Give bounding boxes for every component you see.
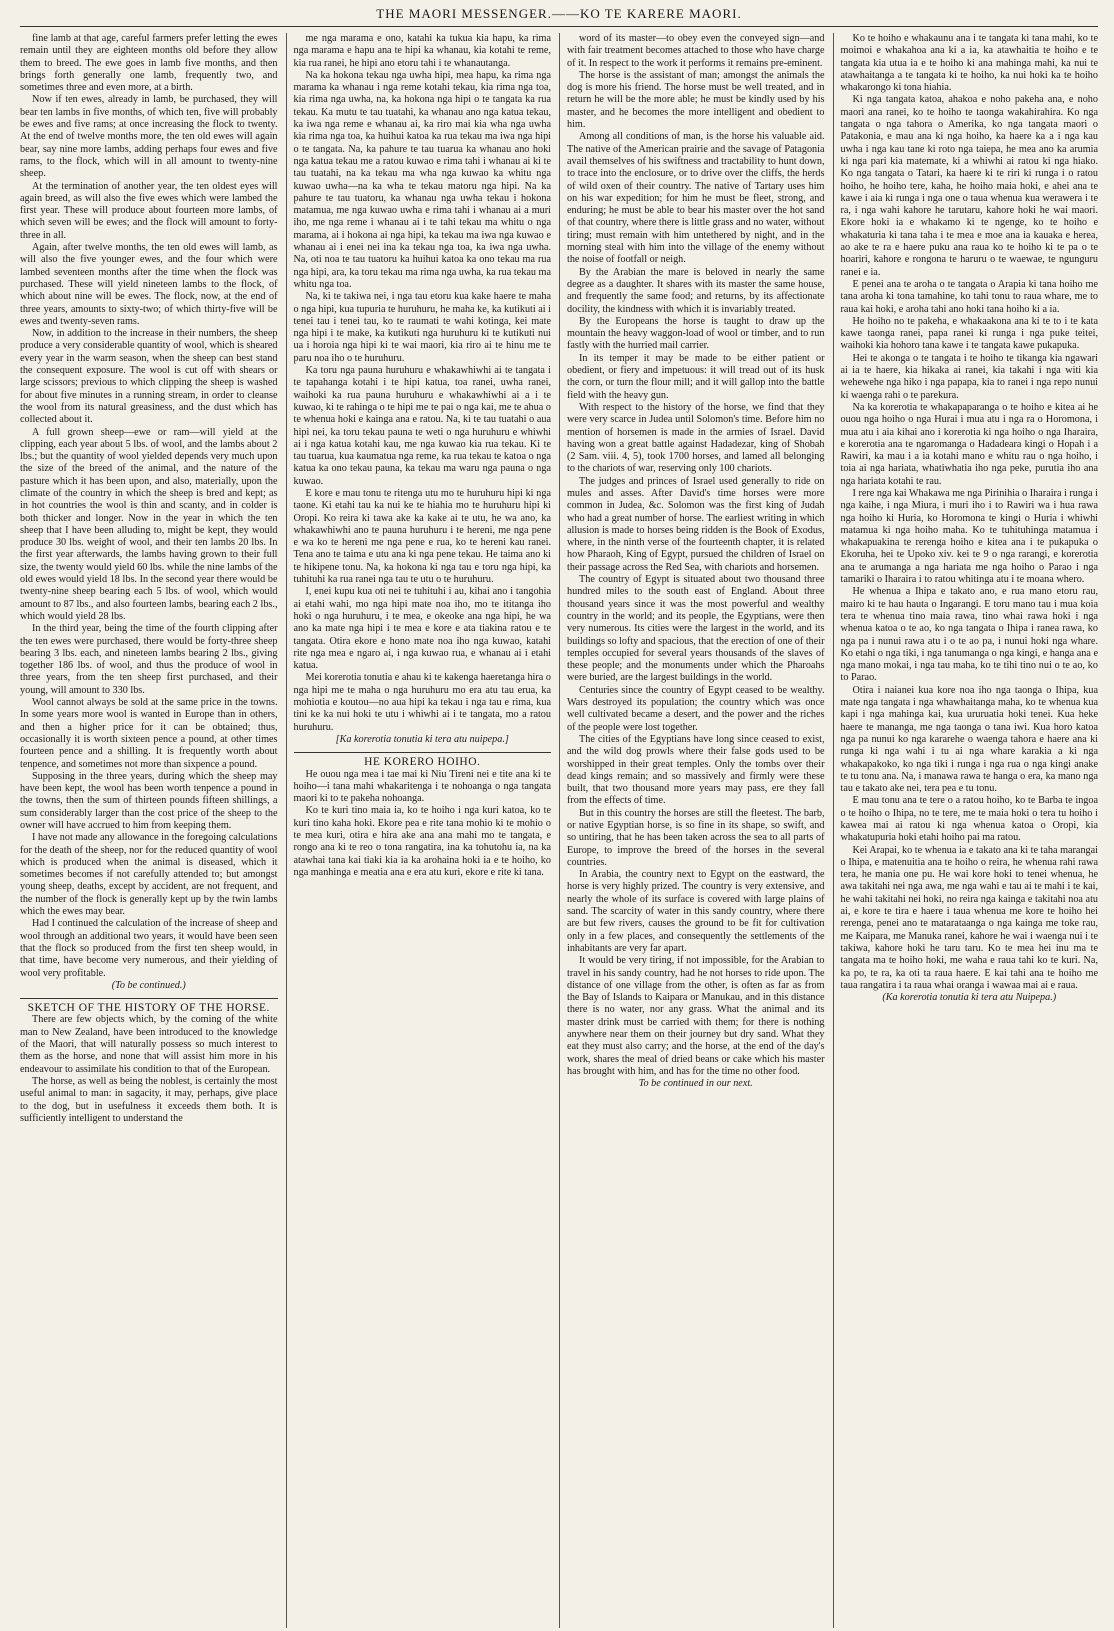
paragraph: E penei ana te aroha o te tangata o Arapia ki tana hoiho me tana aroha ki tona tamahine, ko tahi tonu to raua whare, me to raua kai hoki, e aroha tahi ano hoki tana hoiho ki a ia. (840, 278, 1098, 315)
sheep-article (20, 33, 278, 980)
paragraph: fine lamb at that age, careful farmers prefer letting the ewes remain until they are eighteen months old before they allow them to breed. The ewe goes in lamb five months, and then brings forth generally one lamb, frequently two, and sometimes three and even more, at a birth. (20, 33, 278, 94)
paragraph: Among all conditions of man, is the horse his valuable aid. The native of the American prairie and the savage of Patagonia avail themselves of his swiftness and tractability to hunt down, to trace into the enclosure, or to drive over the cliffs, the herds of wild oxen of their country. The native of Tartary uses him on his war expedition; for him he must be fleet, strong, and enduring; he must be able to bear his master over the hot sand of that country, where there is little grass and no water, without tiring; must remain with him untethered by night, and in the morning steal with him into the village of the enemy without the noise of footfall or neigh. (567, 131, 825, 266)
paragraph: Ko te kuri tino maia ia, ko te hoiho i nga kuri katoa, ko te kuri tino kaha hoki. Ekore pea e rite tana mohio ki te mohio o te mea kuri, otira e hira ake ana ana mahi mo te tangata, e rongo ana ki te reo o tona rangatira, ina ka tohutohu ia, na ka atawhai tana kai tiaki kia ia ka arohaina hoki ia e te hoiho, ko nga manhinga e meatia ana e era atu kuri, ekore e rite ki tana. (293, 805, 551, 878)
paragraph: The judges and princes of Israel used generally to ride on mules and asses. After David's time horses were more common in Judea, &c. Solomon was the first king of Judah who had a great number of horse. The earliest writing in which allusion is made to horses being ridden is the Book of Exodus, where, in the ninth verse of the fourteenth chapter, it is related how Pharaoh, King of Egypt, pursued the children of Israel on their passage across the Red Sea, with chariots and horsemen. (567, 475, 825, 573)
paragraph: He whenua a Ihipa e takato ano, e rua mano etoru rau, mairo ki te hau hauta o Ingarangi. E toru mano tau i mua koia tera te whenua tino maia rawa, tino whai rawa hoki i nga whenua katoa o te ao, ko nga tangata o Ihipa i ranea rawa, ko nga pa i nunui rawa atu i o te ao pa, i nunui hoki nga whare. Ko etahi o nga tiki, i nga tanumanga o nga kingi, e hanga ana e nga mano mokai, i nga tau maha, ko te tihi tino nui o te ao, ko to Parao. (840, 586, 1098, 684)
paragraph: Otira i naianei kua kore noa iho nga taonga o Ihipa, kua mate nga tangata i nga whawhaitanga maha, ko te whenua kua kapi i nga mahinga kai, kua ururuatia hoki tenei. Kua heke haere te mananga, me nga taonga o tana iwi. Kua horo katoa nga pa nunui ko nga kararehe o waenga tahora e haere ana ki runga ki nga wahi i tu ai nga whare karakia a ki nga whakapakoko, ko nga tiki i runga i nga rua o nga kingi anake te tu tonu ana. Na, i manawa rawa te hanga o era, ka mano nga tau e takato ake nei, tera pea e tu tonu. (840, 684, 1098, 795)
paragraph: E kore e mau tonu te ritenga utu mo te huruhuru hipi ki nga taone. Ki etahi tau ka nui ke te hiahia mo te huruhuru hipi ki Oropi. Ko reira ki tawa ake ka kake ai te utu, he wa ano, ka whakawhiwhi ano te pauna huruhuru i te hereni, me nga pene e wa ko te hereni me nga pene e rua, ko te hereni kau ranei. Tena ano te taima e utu ana ki nga pene tekau. He taima ano ki te hikipene tonu. Na, ka hokona ki nga tau e toru nga hipi, ka tuhituhi ka rua ranei nga tau te utu o te huruhuru. (293, 487, 551, 586)
continued-note: [Ka korerotia tonutia ki tera atu nuipepa.] (335, 733, 509, 745)
paragraph: word of its master—to obey even the conveyed sign—and with fair treatment becomes attached to those who have charge of it. In respect to the work it performs it remains pre-eminent. (567, 33, 825, 69)
paragraph: With respect to the history of the horse, we find that they were very scarce in Judea until Solomon's time. Before him no mention of horsemen is made in the armies of Israel. David having won a great battle against Hadadezar, king of Shobah (2 Sam. viii. 4, 5), took 1700 horses, and lamed all belonging to the chariots of war, reserving only 100 chariots. (567, 401, 825, 475)
paragraph: Wool cannot always be sold at the same price in the towns. In some years more wool is wanted in Europe than in others, and then a higher price for it can be obtained; thus, occasionally it is worth sixteen pence a pound, at other times fourteen pence and a shilling. It is frequently worth about tenpence, and sometimes not more than sixpence a pound. (20, 697, 278, 770)
paragraph: Na ka korerotia te whakapaparanga o te hoiho e kitea ai he ouou nga hoiho o nga Hurai i mua atu i nga ra o Horomona, i mua atu i aia kihai ano i korerotia ki nga hoiho o nga Iharaira, e korerotia ana te ngaromanga o Hadadeara kingi o Hopah i a Rawiri, ka mau i a ia kotahi mano e whitu rau o nga hoiho, i toia ai nga hariata, whatiwhatia iho nga peke, purutia iho ana nga hariata kotahi te rau. (840, 401, 1098, 487)
paragraph: By the Europeans the horse is taught to draw up the mountain the heavy waggon-load of wool or timber, and to run fastly with the hurried mail carrier. (567, 315, 825, 352)
paragraph: E mau tonu ana te tere o a ratou hoiho, ko te Barba te ingoa o te hoiho o Ihipa, no te tere, me te maia hoki o tera tu hoiho i kawea mai ai ratou ki nga whenua katoa o Oropi, kia whakatupuria hoki etahi hoiho pai ma ratou. (840, 795, 1098, 844)
paragraph: Kei Arapai, ko te whenua ia e takato ana ki te taha marangai o Ihipa, e matenuitia ana te hoiho o reira, he whenua rahi rawa tera, he mania one pu. He wai kore hoki to tenei whenua, he awa takitahi nei nga awa, me nga wahi e tau ai te mahi i te kai, he wahi takitahi nei hoki, no reira nga kainga e takitahi noa atu ai, e kore te tira e haere i taua whenua me kore te hoiho hei rerenga, penei ano te matarataanga o nga kainga me toke rau, me Kaipara, me Manuka ranei, kahore he wai i waenga nui i te takiwa, kahore hoki he taru taru. Ko te mea hei inu ma te tangata ma te hoiho hoki, me waha e raua tahi ko te kuri. Na, ka po, te ra, ka oti ta raua haere. E kai tahi ana te hoiho me taua rangatira i ta raua whai oranga i wawaa mai ai e raua. (840, 844, 1098, 991)
paragraph: At the termination of another year, the ten oldest eyes will again breed, as will also the five ewes which were lambed the first year. These will produce about fourteen more lambs, of which seven will be ewes; and the flock will amount to forty-three in all. (20, 180, 278, 241)
paragraph: A full grown sheep—ewe or ram—will yield at the clipping, each year about 5 lbs. of wool, and the lambs about 2 lbs.; but the quantity of wool yielded depends very much upon the size of the breed of the animal, and the nature of the pasture which it has been upon, and also, materially, upon the climate of the country in which the sheep is bred and kept; as in hot countries the wool is thin and scanty, and in colder is both thicker and longer. Now in the year in which the ten sheep that I have been alluding to, might be kept, they would produce 30 lbs. weight of wool, and their ten lambs 20 lbs. In the first year afterwards, the lambs having grown to their full size, the twenty would yield 60 lbs. while the nine lambs of the old ewes would yield 18 lbs. In the second year there would be twenty-nine sheep bearing each 5 lbs. of wool, which would amount to 87 lbs., and also fourteen lambs, bearing each 2 lbs., which would yield 28 lbs. (20, 426, 278, 622)
paragraph: But in this country the horses are still the fleetest. The barb, or native Egyptian horse, is so fine in its shape, so swift, and so untiring, that he has been taken across the sea to all parts of Europe, to improve the breed of the horses in the several countries. (567, 807, 825, 868)
paragraph: Now if ten ewes, already in lamb, be purchased, they will bear ten lambs in five months, of which ten, five will probably be ewes and five rams; at once increasing the flock to twenty. At the end of twelve months more, the ten old ewes will again bear, say nine more lambs, adding perhaps four ewes and five rams, to the flock, which will in all amount to twenty-nine sheep. (20, 94, 278, 180)
column-3 (559, 33, 825, 1628)
column-2 (286, 33, 552, 1628)
divider (20, 998, 278, 999)
paragraph: Supposing in the three years, during which the sheep may have been kept, the wool has been worth tenpence a pound in the towns, then the sum of thirteen pounds fifteen shillings, a sum considerably larger than the cost price of the sheep to the owner will have accrued to him from keeping them. (20, 770, 278, 831)
paragraph: The horse is the assistant of man; amongst the animals the dog is more his friend. The horse must be well treated, and in return he will be the more able; he must be kindly used by his master, and he becomes the more intelligent and obedient to him. (567, 69, 825, 131)
paragraph: It would be very tiring, if not impossible, for the Arabian to travel in his sandy country, had he not horses to ride upon. The distance of one village from the other, is often as far as from the Bay of Islands to Kaipara or Manukau, and in this distance there is no water, nor any grass. What the animal and its master drink must be carried with them; for there is nothing anywhere near them on their journey but dry sand. What they eat they must also carry; and the horse, at the end of the day's work, shares the meal of dried beans or cake which his master has brought with him, and has for the time no other food. (567, 955, 825, 1077)
paragraph: Centuries since the country of Egypt ceased to be wealthy. Wars destroyed its population; the country which was once well cultivated became a desert, and the power and the riches of the people were lost together. (567, 684, 825, 733)
horse-article-start (20, 1014, 278, 1125)
paragraph: Na ka hokona tekau nga uwha hipi, mea hapu, ka rima nga marama ka whanau i nga reme kotahi tekau, kia rima nga toa, kia rima nga uwha, na, ka hokona nga hipi o te tangata ka rua tekau. Ka mutu te tau tuatahi, ka whanau ano nga katua tekau, ka iwa nga reme e whanau ai, ka riro mai kia wha nga uwha kia rima nga toa, ka huihui katoa ka rua tekau ma iwa nga hipi o te tangata. Na, ka pahure te tau tuarua ka whanau ano hoki nga katua tekau me a ratou kuwao e rima tahi i whanau ai ki te tau tuatahi, na ka tekau ma wha nga kuwao ka whitu nga kuwao uwha—na ka wha te tekau matoru nga hipi. Na ka pahure te tau tuatoru, ka whanau nga uwha tekau i hokona matamua, me nga kuwao uwha e rima tahi i whanau ai a muri iho, me nga reme i whanau ai i te tahi tekau ma whitu o nga marama, ai i hokona ai nga hipi, ka tekau ma iwa nga kuwao e whanau ai i enei nei ina ka tekau nga toa, ka iwa nga uwha. Na, oti noa te tau tuatoru ka huihui katoa ka ono tekau ma rua nga hipi, ara, ka toru tekau ma rima nga uwha, ka rua tekau ma whitu nga toa. (293, 69, 551, 290)
continued-note: (Ka korerotia tonutia ki tera atu Nuipepa.) (882, 992, 1057, 1004)
paragraph: Hei te akonga o te tangata i te hoiho te tikanga kia ngawari ai ia te haere, kia hikaka ai ranei, kia takahi i nga witi kia wehewehe nga hiko i nga papapa, kia to ranei i nga repo nunui ki waenga rahi o te parekura. (840, 352, 1098, 401)
maori-sheep-article (294, 33, 552, 734)
maori-horse-article (841, 33, 1099, 992)
paragraph: By the Arabian the mare is beloved in nearly the same degree as a daughter. It shares with its master the same house, and frequently the same food; and returns, by its affectionate docility, the kindness with which it is invariably treated. (567, 266, 825, 315)
paragraph: He ouou nga mea i tae mai ki Niu Tireni nei e tite ana ki te hoiho—i tana mahi whakaritenga i te nohoanga o nga tangata maori ki to te pakeha nohoanga. (293, 768, 551, 805)
paragraph: Ki nga tangata katoa, ahakoa e noho pakeha ana, e noho maori ana ranei, ko te hoiho te taonga wakahirahira. Ko nga tangata o nga tahora o Amerika, ko nga tangata maori o Patakonia, e mau ana ki nga hoiho, ka haere ka a i nga kau uwha i nga kau tane ki roto nga taiepa, he mea ano ka arumia ki nga pari kia matemate, ki a whiwhi ai ratou ki nga hiako. Ko nga tangata o Tatari, ka haere ki te riri ki runga i o ratou hoiho, he hoiho tere, kaha, he hoiho maia hoki, e ahei ana te kawe i aia ki runga i nga one o taua whenua kua werawera i te ra, i nga wahi kahore he tarutaru, kahore hoki he wai maori. Ekore hoki ia e whakamo ki te ngenge, ko te hoiho e whakaturia ki tana taha i te mea e moe ana ia kauaka e herea, ao ake te ra e haere puku ana raua ko te hoiho ki te pa o te hoariri, kahore e rongona te haruru o te waewae, te ngunguru ranei e ia. (840, 94, 1098, 278)
paragraph: I rere nga kai Whakawa me nga Pirinihia o Iharaira i runga i nga kaihe, i nga Miura, i muri iho i to Rawiri wa i hua rawa nga hoiho ki Huria, ko Horomona te kingi o Huria i whiwhi matamua ki nga hoiho maha. Ko te tuhituhinga matamua i whakapuakina te rerenga hoiho e kitea ana i te pukapuka o Ekoruha, hei te Upoko xiv. kei te 9 o nga rarangi, e korerotia ana te arumanga a nga hariata me nga hoiho o Parao i nga tamariki o Iharaira i to ratou whitinga atu i te moana whero. (840, 487, 1098, 586)
paragraph: The horse, as well as being the noblest, is certainly the most useful animal to man: in sagacity, it may, perhaps, give place to the dog, but in usefulness it exceeds them both. It is sufficiently intelligent to understand the (20, 1075, 278, 1124)
paragraph: In Arabia, the country next to Egypt on the eastward, the horse is very highly prized. The country is very extensive, and nearly the whole of its surface is covered with large plains of sand. The scarcity of water in this sandy country, where there are but few rivers, causes the ground to be fit for cultivation only in a few places, and consequently the settlements of the inhabitants are very far apart. (567, 869, 825, 954)
paragraph: Na, ki te takiwa nei, i nga tau etoru kua kake haere te maha o nga hipi, kua tupuria te huruhuru, he maha ke, ka kutikuti ai i tenei tau i tenei tau, ko te raumati te wahi kotinga, kei mate nga hipi i te make, ka kutikuti nga huruhuru ki te kutikuti nui ua i horoia nga hipi ki te wai maori, kia riro ai te hinu me te paru noa iho o te huruhuru. (293, 291, 551, 364)
masthead: THE MAORI MESSENGER.——KO TE KARERE MAORI. (20, 6, 1098, 27)
paragraph: Now, in addition to the increase in their numbers, the sheep produce a very considerable quantity of wool, which is sheared every year in the warm season, when the sheep can best stand the consequent exposure. The wool is cut off with shears or large scissors; previous to which clipping the sheep is washed for about five minutes in a running stream, in order to cleanse the wool from its natural greasiness, and the dust which has collected about it. (20, 328, 278, 426)
paragraph: There are few objects which, by the coming of the white man to New Zealand, have been introduced to the knowledge of the Maori, that will naturally possess so much interest to them as the horse, and none that will assist him more in his endeavour to assimilate his condition to that of the European. (20, 1014, 278, 1075)
paragraph: Had I continued the calculation of the increase of sheep and wool through an additional two years, it would have been seen that the flock so produced from the first ten sheep would, in that time, have become very numerous, and their yielding of wool very profitable. (20, 918, 278, 979)
paragraph: I have not made any allowance in the foregoing calculations for the death of the sheep, nor for the reduced quantity of wool which is produced when the animal is diseased, which it sometimes becomes if not carefully attended to; but amongst young sheep, deaths, except by accident, are not frequent, and the number of the flock is generally kept up by the twin lambs which the ewes may bear. (20, 832, 278, 918)
paragraph: Mei korerotia tonutia e ahau ki te kakenga haeretanga hira o nga hipi me te maha o nga huruhuru mo era atu tau erua, ka mohiotia e koutou—no aua hipi ka tekau i nga tau e rima, kua tini ke ka nui hoki te utu i whiwhi ai i te tangata, mo a ratou huruhuru. (293, 672, 551, 733)
maori-horse-article-start (294, 769, 552, 880)
column-1 (20, 33, 278, 1628)
article-heading: HE KORERO HOIHO. (364, 756, 481, 769)
paragraph: The country of Egypt is situated about two thousand three hundred miles to the south east of England. About three thousand years since it was the most powerful and wealthy country in the world; and its people, the Egyptians, were then very numerous. Its cities were the largest in the world, and its buildings so lofty and spacious, that the erection of one of their temples occupied for several years thousands of the slaves of these people; and the monuments under which the Pharoahs were buried, are the largest buildings in the world. (567, 574, 825, 684)
paragraph: I, enei kupu kua oti nei te tuhituhi i au, kihai ano i tangohia ai etahi wahi, mo nga hipi mate noa iho, mo te ititanga iho hoki o nga huruhuru, i te mea, e okeoke ana nga hipi, he wa ano ka mate nga hipi i te mea e kore e ata tiakina ratou e te tangata. Otira ekore e hono mate noa iho nga kuwao, katahi rite nga mea e ngaro ai, i nga kuwao rua, e whanau ai i etahi katua. (293, 586, 551, 672)
paragraph: me nga marama e ono, katahi ka tukua kia hapu, ka rima nga marama e hapu ana te hipi ka whanau, kia kotahi te reme, kia rua ranei, he hipi ano etoru tahi i te whanautanga. (293, 33, 551, 69)
paragraph: Ka toru nga pauna huruhuru e whakawhiwhi ai te tangata i te tapahanga kotahi i te hipi katua, toa ranei, uwha ranei, waihoki ka rua pauna huruhuru e whakawhiwhi ai a i te kuwao, ki te rahinga o te hipi me te pai o nga kai, me te ahua o te whenua hoki e kainga ana e ratou. Na, ki te tau tuatahi o aua hipi nei, ka toru tekau pauna te weti o nga huruhuru e whiwhi ai i nga katua kotahi kau, me nga kuwao kia rua tekau. Ki te tau tuarua, kua kaumatua nga reme, ka rua tekau te katoa o nga katua ka ono tekau pauna, ka tekau ma waru nga pauna o nga kuwao. (293, 365, 551, 487)
horse-article (567, 33, 825, 1078)
paragraph: He hoiho no te pakeha, e whakaakona ana ki te to i te kata kawe taonga ranei, papa ranei ki runga i nga puke teitei, waihoki kia hohoro tana kawe i te tangata kawe pukapuka. (840, 315, 1098, 352)
paragraph: The cities of the Egyptians have long since ceased to exist, and the wild dog prowls where their false gods used to be worshipped in their great temples. Only the tombs over their dead kings remain; and so massively and firmly were these built, that two thousand more years may pass, ere they fall from the effects of time. (567, 733, 825, 807)
paragraph: Again, after twelve months, the ten old ewes will lamb, as will also the five younger ewes, and the four which were lambed seventeen months after the time when the flock was purchased. These will yield nineteen lambs to the flock, of which about nine will be ewes. The flock, now, at the end of three years, amounts to sixty-two; of which thirty-five will be ewes and twenty-seven rams. (20, 242, 278, 327)
paragraph: In the third year, being the time of the fourth clipping after the ten ewes were purchased, there would be forty-three sheep bearing 3 lbs. each, and nineteen lambs bearing 2 lbs., giving together 186 lbs. of wool, and thus the produce of wool in three years, from the ten sheep first purchased, and their young, will amount to 330 lbs. (20, 623, 278, 696)
paragraph: Ko te hoiho e whakaunu ana i te tangata ki tana mahi, ko te moimoi e whakahoa ana ki a ia, ka atawhaitia te hoiho e te tangata kia utua ia e te hoiho ki ana mahinga mahi, ka nui te atawhaitanga a te tangata ki te hoiho, ka nui hoki ka te hoiho whakarongo ki tona hiahia. (840, 33, 1098, 94)
columns (20, 33, 1098, 1628)
paragraph: In its temper it may be made to be either patient or obedient, or fiery and impetuous: it will tread out of its husk the corn, or turn the flour mill; and it will gallop into the battle field with the heavy gun. (567, 352, 825, 401)
divider (294, 752, 552, 753)
continued-note: To be continued in our next. (638, 1078, 753, 1090)
column-4 (833, 33, 1099, 1628)
continued-note: (To be continued.) (111, 979, 186, 991)
article-heading: SKETCH OF THE HISTORY OF THE HORSE. (27, 1002, 270, 1015)
